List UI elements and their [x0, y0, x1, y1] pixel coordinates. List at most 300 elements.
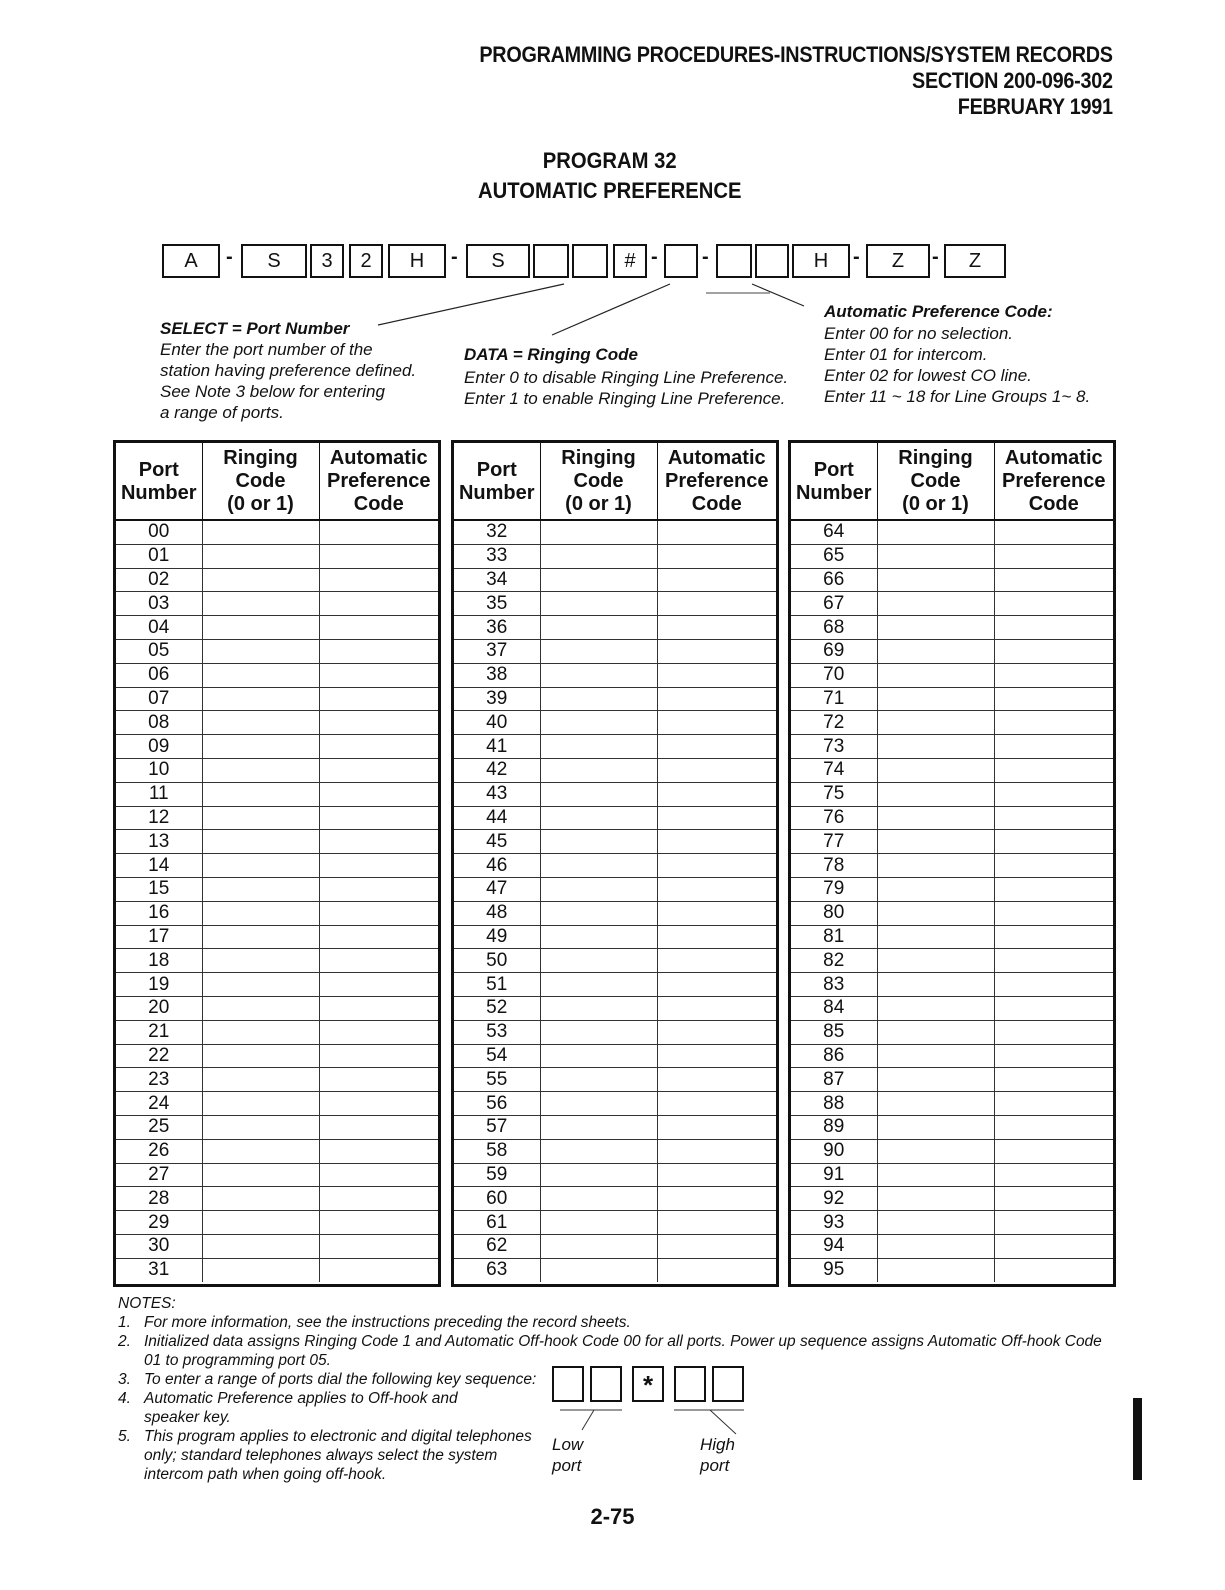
preference-code-cell[interactable]: [657, 1163, 776, 1187]
preference-code-cell[interactable]: [657, 711, 776, 735]
select-line: See Note 3 below for entering: [160, 382, 385, 401]
port-number-cell: 68: [791, 616, 877, 640]
preference-code-cell[interactable]: [657, 1020, 776, 1044]
preference-code-cell[interactable]: [994, 1258, 1113, 1281]
preference-code-cell[interactable]: [994, 711, 1113, 735]
table-row: [116, 1044, 438, 1068]
ringing-code-cell[interactable]: [540, 1187, 657, 1211]
table-row: [791, 1139, 1113, 1163]
ringing-code-cell[interactable]: [877, 758, 994, 782]
preference-code-cell[interactable]: [657, 854, 776, 878]
preference-code-cell[interactable]: [657, 1068, 776, 1092]
ringing-code-cell[interactable]: [202, 806, 319, 830]
table-row: [791, 901, 1113, 925]
port-number-cell: 53: [454, 1020, 540, 1044]
preference-code-cell[interactable]: [994, 544, 1113, 568]
ringing-code-cell[interactable]: [540, 901, 657, 925]
key-dash: -: [932, 246, 939, 268]
ringing-code-cell[interactable]: [540, 782, 657, 806]
ringing-code-cell[interactable]: [877, 1020, 994, 1044]
preference-code-cell[interactable]: [994, 687, 1113, 711]
preference-code-cell[interactable]: [319, 544, 438, 568]
ringing-code-cell[interactable]: [202, 568, 319, 592]
preference-code-cell[interactable]: [657, 925, 776, 949]
port-number-cell: 29: [116, 1211, 202, 1235]
ringing-code-cell[interactable]: [202, 1234, 319, 1258]
table-row: [454, 520, 776, 544]
table-row: [454, 711, 776, 735]
preference-code-cell[interactable]: [319, 949, 438, 973]
preference-code-cell[interactable]: [657, 616, 776, 640]
ringing-code-cell[interactable]: [877, 1234, 994, 1258]
preference-code-cell[interactable]: [319, 758, 438, 782]
table-row: [116, 1115, 438, 1139]
ringing-code-cell[interactable]: [877, 568, 994, 592]
ringing-code-cell[interactable]: [202, 1092, 319, 1116]
ringing-code-cell[interactable]: [877, 1139, 994, 1163]
preference-code-cell[interactable]: [994, 735, 1113, 759]
ringing-code-cell[interactable]: [202, 1115, 319, 1139]
ringing-code-cell[interactable]: [877, 949, 994, 973]
table-row: [116, 639, 438, 663]
ringing-code-cell[interactable]: [202, 854, 319, 878]
preference-code-cell[interactable]: [319, 877, 438, 901]
preference-code-cell[interactable]: [319, 1258, 438, 1281]
preference-code-cell[interactable]: [994, 996, 1113, 1020]
ringing-code-cell[interactable]: [877, 1092, 994, 1116]
table-row: [791, 830, 1113, 854]
preference-code-cell[interactable]: [319, 854, 438, 878]
ringing-code-cell[interactable]: [202, 735, 319, 759]
port-number-cell: 20: [116, 996, 202, 1020]
table-row: [791, 782, 1113, 806]
col-auto-header: Automatic Preference Code: [994, 443, 1113, 520]
ringing-code-cell[interactable]: [540, 996, 657, 1020]
preference-code-cell[interactable]: [657, 687, 776, 711]
table-row: [454, 1020, 776, 1044]
ringing-code-cell[interactable]: [540, 1044, 657, 1068]
preference-code-cell[interactable]: [994, 949, 1113, 973]
ringing-code-cell[interactable]: [540, 830, 657, 854]
ringing-code-cell[interactable]: [202, 949, 319, 973]
ringing-code-cell[interactable]: [877, 1187, 994, 1211]
ringing-code-cell[interactable]: [202, 973, 319, 997]
ringing-code-cell[interactable]: [202, 925, 319, 949]
ringing-code-cell[interactable]: [540, 544, 657, 568]
preference-code-cell[interactable]: [319, 806, 438, 830]
ringing-code-cell[interactable]: [202, 1044, 319, 1068]
table-row: [116, 687, 438, 711]
header-line-2: SECTION 200-096-302: [912, 68, 1113, 93]
ringing-code-cell[interactable]: [877, 1068, 994, 1092]
port-number-cell: 79: [791, 877, 877, 901]
table-row: [791, 877, 1113, 901]
ringing-code-cell[interactable]: [877, 854, 994, 878]
port-number-cell: 82: [791, 949, 877, 973]
port-number-cell: 92: [791, 1187, 877, 1211]
ringing-code-cell[interactable]: [202, 639, 319, 663]
table-row: [454, 806, 776, 830]
ringing-code-cell[interactable]: [202, 758, 319, 782]
preference-code-cell[interactable]: [657, 758, 776, 782]
ringing-code-cell[interactable]: [540, 925, 657, 949]
key-box: [674, 1366, 706, 1402]
port-number-cell: 76: [791, 806, 877, 830]
key-box: S: [241, 244, 307, 278]
preference-code-cell[interactable]: [319, 592, 438, 616]
preference-code-cell[interactable]: [657, 520, 776, 544]
port-number-cell: 04: [116, 616, 202, 640]
ringing-code-cell[interactable]: [540, 592, 657, 616]
table-row: [116, 1234, 438, 1258]
ringing-code-cell[interactable]: [877, 996, 994, 1020]
port-number-cell: 25: [116, 1115, 202, 1139]
table-row: [791, 1211, 1113, 1235]
ringing-code-cell[interactable]: [540, 758, 657, 782]
ringing-code-cell[interactable]: [877, 592, 994, 616]
port-number-cell: 17: [116, 925, 202, 949]
preference-code-cell[interactable]: [657, 949, 776, 973]
preference-code-cell[interactable]: [657, 639, 776, 663]
preference-code-cell[interactable]: [657, 901, 776, 925]
ringing-code-cell[interactable]: [877, 830, 994, 854]
ringing-code-cell[interactable]: [202, 592, 319, 616]
key-box: A: [162, 244, 220, 278]
table-row: [791, 711, 1113, 735]
table-row: [454, 687, 776, 711]
preference-code-cell[interactable]: [994, 1020, 1113, 1044]
preference-code-cell[interactable]: [657, 735, 776, 759]
port-number-cell: 38: [454, 663, 540, 687]
table-row: [791, 1068, 1113, 1092]
ringing-code-cell[interactable]: [877, 520, 994, 544]
preference-code-cell[interactable]: [319, 1115, 438, 1139]
preference-code-cell[interactable]: [657, 806, 776, 830]
select-label: [160, 318, 416, 423]
ringing-code-cell[interactable]: [540, 1211, 657, 1235]
table-row: [454, 544, 776, 568]
preference-code-cell[interactable]: [657, 1092, 776, 1116]
ringing-code-cell[interactable]: [877, 782, 994, 806]
preference-code-cell[interactable]: [319, 520, 438, 544]
port-number-cell: 10: [116, 758, 202, 782]
ringing-code-cell[interactable]: [540, 520, 657, 544]
note-item: 5. This program applies to electronic and digital telephones only; standard telephones always select the system intercom path when going off-hook.: [118, 1428, 532, 1483]
port-number-cell: 66: [791, 568, 877, 592]
ringing-code-cell[interactable]: [540, 1139, 657, 1163]
port-number-cell: 80: [791, 901, 877, 925]
table-row: [116, 806, 438, 830]
port-number-cell: 18: [116, 949, 202, 973]
ringing-code-cell[interactable]: [202, 711, 319, 735]
port-number-cell: 43: [454, 782, 540, 806]
preference-code-cell[interactable]: [319, 639, 438, 663]
ringing-code-cell[interactable]: [540, 687, 657, 711]
note-item: 4. Automatic Preference applies to Off-hook and speaker key.: [118, 1390, 458, 1426]
preference-code-cell[interactable]: [994, 1115, 1113, 1139]
port-number-cell: 87: [791, 1068, 877, 1092]
range-callout-lines: [552, 1404, 792, 1444]
ringing-code-cell[interactable]: [202, 1211, 319, 1235]
ringing-code-cell[interactable]: [540, 877, 657, 901]
ringing-code-cell[interactable]: [540, 735, 657, 759]
col-port-header: Port Number: [791, 443, 877, 520]
table-row: [791, 1258, 1113, 1281]
preference-code-cell[interactable]: [994, 1163, 1113, 1187]
port-number-cell: 27: [116, 1163, 202, 1187]
header-line-1: PROGRAMMING PROCEDURES-INSTRUCTIONS/SYSTEM RECORDS: [479, 42, 1113, 67]
port-number-cell: 32: [454, 520, 540, 544]
preference-code-cell[interactable]: [994, 1211, 1113, 1235]
ringing-code-cell[interactable]: [540, 949, 657, 973]
preference-code-cell[interactable]: [319, 1211, 438, 1235]
table-row: [791, 1044, 1113, 1068]
table-row: [791, 1187, 1113, 1211]
preference-code-cell[interactable]: [319, 973, 438, 997]
ringing-code-cell[interactable]: [877, 544, 994, 568]
high-port-label: High port: [700, 1435, 735, 1475]
preference-code-cell[interactable]: [994, 830, 1113, 854]
preference-code-cell[interactable]: [657, 568, 776, 592]
preference-code-cell[interactable]: [657, 830, 776, 854]
ringing-code-cell[interactable]: [202, 663, 319, 687]
preference-code-cell[interactable]: [657, 592, 776, 616]
port-number-cell: 08: [116, 711, 202, 735]
table-row: [454, 949, 776, 973]
note-item: 3. To enter a range of ports dial the following key sequence:: [118, 1371, 537, 1388]
preference-code-cell[interactable]: [657, 544, 776, 568]
preference-code-cell[interactable]: [657, 1187, 776, 1211]
ringing-code-cell[interactable]: [202, 782, 319, 806]
preference-code-cell[interactable]: [319, 996, 438, 1020]
port-number-cell: 59: [454, 1163, 540, 1187]
preference-code-cell[interactable]: [319, 735, 438, 759]
ringing-code-cell[interactable]: [877, 901, 994, 925]
port-number-cell: 88: [791, 1092, 877, 1116]
low-port-label: Low port: [552, 1435, 584, 1475]
ringing-code-cell[interactable]: [540, 1115, 657, 1139]
ringing-code-cell[interactable]: [540, 1258, 657, 1281]
ringing-code-cell[interactable]: [202, 687, 319, 711]
ringing-code-cell[interactable]: [877, 616, 994, 640]
apc-label: [824, 301, 1090, 407]
port-number-cell: 78: [791, 854, 877, 878]
table-row: [791, 735, 1113, 759]
apc-line: Enter 11 ~ 18 for Line Groups 1~ 8.: [824, 387, 1091, 406]
preference-code-cell[interactable]: [994, 1139, 1113, 1163]
port-number-cell: 50: [454, 949, 540, 973]
ringing-code-cell[interactable]: [877, 687, 994, 711]
table-row: [454, 973, 776, 997]
table-row: [791, 854, 1113, 878]
preference-code-cell[interactable]: [994, 1068, 1113, 1092]
preference-code-cell[interactable]: [994, 758, 1113, 782]
ringing-code-cell[interactable]: [877, 735, 994, 759]
preference-code-cell[interactable]: [657, 877, 776, 901]
preference-code-cell[interactable]: [657, 1139, 776, 1163]
ringing-code-cell[interactable]: [540, 854, 657, 878]
table-row: [116, 1068, 438, 1092]
ringing-code-cell[interactable]: [202, 901, 319, 925]
ringing-code-cell[interactable]: [202, 830, 319, 854]
preference-code-cell[interactable]: [994, 1234, 1113, 1258]
preference-code-cell[interactable]: [319, 616, 438, 640]
key-dash: -: [853, 246, 860, 268]
ringing-code-cell[interactable]: [540, 1092, 657, 1116]
ringing-code-cell[interactable]: [202, 1187, 319, 1211]
ringing-code-cell[interactable]: [202, 616, 319, 640]
preference-code-cell[interactable]: [994, 1187, 1113, 1211]
ringing-code-cell[interactable]: [877, 1115, 994, 1139]
ringing-code-cell[interactable]: [202, 1068, 319, 1092]
table-row: [454, 1234, 776, 1258]
port-number-cell: 15: [116, 877, 202, 901]
select-title: SELECT = Port Number: [160, 319, 350, 338]
preference-code-cell[interactable]: [657, 1258, 776, 1281]
preference-code-cell[interactable]: [994, 520, 1113, 544]
preference-code-cell[interactable]: [657, 1234, 776, 1258]
preference-code-cell[interactable]: [994, 639, 1113, 663]
ringing-code-cell[interactable]: [540, 568, 657, 592]
preference-code-cell[interactable]: [657, 1044, 776, 1068]
port-number-cell: 41: [454, 735, 540, 759]
preference-code-cell[interactable]: [657, 973, 776, 997]
preference-code-cell[interactable]: [994, 973, 1113, 997]
preference-code-cell[interactable]: [319, 901, 438, 925]
preference-code-cell[interactable]: [319, 663, 438, 687]
preference-code-cell[interactable]: [319, 1020, 438, 1044]
preference-code-cell[interactable]: [319, 1163, 438, 1187]
preference-code-cell[interactable]: [657, 782, 776, 806]
preference-code-cell[interactable]: [994, 854, 1113, 878]
preference-code-cell[interactable]: [319, 568, 438, 592]
ringing-code-cell[interactable]: [540, 1068, 657, 1092]
preference-code-cell[interactable]: [319, 925, 438, 949]
ringing-code-cell[interactable]: [877, 1211, 994, 1235]
ringing-code-cell[interactable]: [540, 1234, 657, 1258]
ringing-code-cell[interactable]: [877, 877, 994, 901]
table-row: [791, 687, 1113, 711]
port-number-cell: 45: [454, 830, 540, 854]
ringing-code-cell[interactable]: [877, 1044, 994, 1068]
ringing-code-cell[interactable]: [202, 544, 319, 568]
preference-code-cell[interactable]: [994, 568, 1113, 592]
table-row: [116, 616, 438, 640]
table-row: [116, 901, 438, 925]
preference-code-cell[interactable]: [994, 806, 1113, 830]
preference-code-cell[interactable]: [657, 996, 776, 1020]
ringing-code-cell[interactable]: [202, 1020, 319, 1044]
table-row: [791, 996, 1113, 1020]
ringing-code-cell[interactable]: [877, 925, 994, 949]
ringing-code-cell[interactable]: [877, 806, 994, 830]
port-number-cell: 48: [454, 901, 540, 925]
ringing-code-cell[interactable]: [540, 663, 657, 687]
preference-code-cell[interactable]: [319, 1044, 438, 1068]
preference-code-cell[interactable]: [319, 1234, 438, 1258]
preference-code-cell[interactable]: [657, 663, 776, 687]
preference-code-cell[interactable]: [994, 663, 1113, 687]
ringing-code-cell[interactable]: [877, 1163, 994, 1187]
table-row: [454, 1115, 776, 1139]
table-row: [116, 663, 438, 687]
preference-code-cell[interactable]: [994, 925, 1113, 949]
port-number-cell: 34: [454, 568, 540, 592]
table-row: [454, 1163, 776, 1187]
preference-code-cell[interactable]: [319, 1092, 438, 1116]
preference-code-cell[interactable]: [319, 1187, 438, 1211]
ringing-code-cell[interactable]: [540, 616, 657, 640]
preference-code-cell[interactable]: [994, 616, 1113, 640]
table-row: [454, 1187, 776, 1211]
preference-code-cell[interactable]: [319, 782, 438, 806]
ringing-code-cell[interactable]: [877, 639, 994, 663]
ringing-code-cell[interactable]: [540, 1020, 657, 1044]
preference-code-cell[interactable]: [319, 711, 438, 735]
ringing-code-cell[interactable]: [202, 1258, 319, 1281]
port-number-cell: 77: [791, 830, 877, 854]
port-number-cell: 02: [116, 568, 202, 592]
preference-code-cell[interactable]: [994, 592, 1113, 616]
ringing-code-cell[interactable]: [877, 711, 994, 735]
port-number-cell: 36: [454, 616, 540, 640]
preference-code-cell[interactable]: [994, 782, 1113, 806]
ringing-code-cell[interactable]: [202, 877, 319, 901]
preference-code-cell[interactable]: [994, 1092, 1113, 1116]
port-number-cell: 05: [116, 639, 202, 663]
data-title: DATA = Ringing Code: [464, 345, 638, 364]
ringing-code-cell[interactable]: [877, 1258, 994, 1281]
preference-code-cell[interactable]: [319, 1139, 438, 1163]
preference-code-cell[interactable]: [994, 1044, 1113, 1068]
ringing-code-cell[interactable]: [202, 1163, 319, 1187]
port-number-cell: 72: [791, 711, 877, 735]
preference-code-cell[interactable]: [319, 687, 438, 711]
ringing-code-cell[interactable]: [202, 520, 319, 544]
preference-code-cell[interactable]: [994, 877, 1113, 901]
table-row: [454, 782, 776, 806]
ringing-code-cell[interactable]: [540, 1163, 657, 1187]
col-ringing-header: Ringing Code (0 or 1): [202, 443, 319, 520]
port-number-cell: 46: [454, 854, 540, 878]
preference-code-cell[interactable]: [994, 901, 1113, 925]
ringing-code-cell[interactable]: [877, 973, 994, 997]
preference-code-cell[interactable]: [657, 1211, 776, 1235]
ringing-code-cell[interactable]: [540, 806, 657, 830]
table-row: [791, 1020, 1113, 1044]
preference-code-cell[interactable]: [319, 1068, 438, 1092]
notes-heading: NOTES:: [118, 1295, 176, 1312]
ringing-code-cell[interactable]: [540, 711, 657, 735]
program-number: PROGRAM 32: [542, 148, 677, 173]
table-row: [116, 830, 438, 854]
preference-code-cell[interactable]: [657, 1115, 776, 1139]
table-row: [791, 639, 1113, 663]
preference-code-cell[interactable]: [319, 830, 438, 854]
ringing-code-cell[interactable]: [202, 1139, 319, 1163]
ringing-code-cell[interactable]: [877, 663, 994, 687]
port-number-cell: 52: [454, 996, 540, 1020]
table-row: [116, 1211, 438, 1235]
port-number-cell: 84: [791, 996, 877, 1020]
ringing-code-cell[interactable]: [202, 996, 319, 1020]
table-row: [791, 616, 1113, 640]
table-row: [791, 925, 1113, 949]
key-box: 3: [310, 244, 344, 278]
table-row: [454, 1068, 776, 1092]
ringing-code-cell[interactable]: [540, 973, 657, 997]
ringing-code-cell[interactable]: [540, 639, 657, 663]
